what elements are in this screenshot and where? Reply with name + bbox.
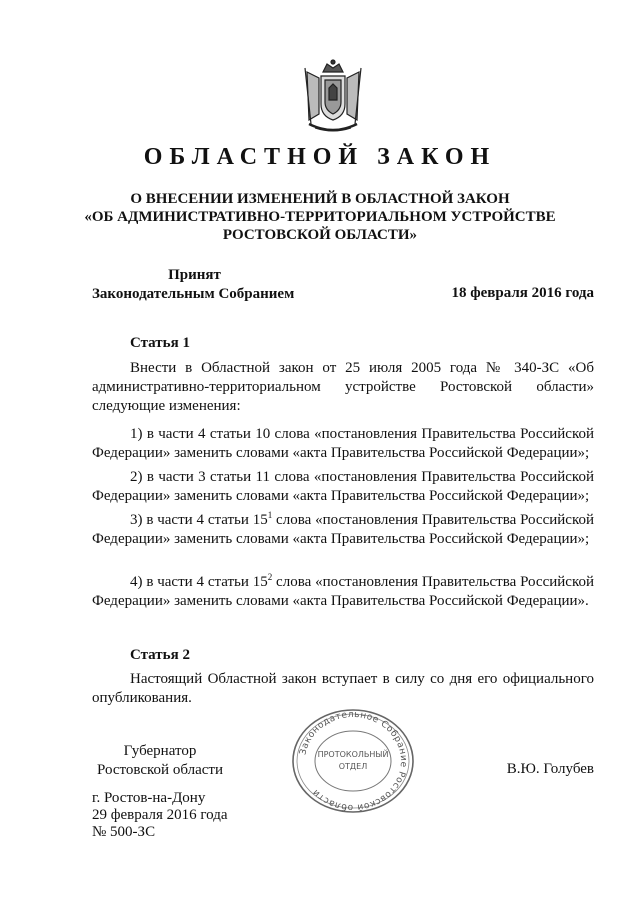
stamp-center-line-1: ПРОТОКОЛЬНЫЙ <box>317 750 389 759</box>
signer-title-line: Губернатор <box>123 743 197 759</box>
official-stamp <box>288 707 418 815</box>
article-1-heading: Статья 1 <box>130 335 190 351</box>
signer-title <box>90 742 230 780</box>
article-1-intro: Внести в Областной закон от 25 июля 2005 года № 340-ЗС «Об административно-территориальном устройстве Ростовской области» следующие изменения: <box>92 360 594 414</box>
item-4-text-after: слова «постановления Правительства Российской Федерации» заменить словами «акта Правительства Российской Федерации». <box>92 574 595 609</box>
item-4-superscript: 2 <box>267 572 273 582</box>
item-3-superscript: 1 <box>267 510 273 520</box>
article-2-text: Настоящий Областной закон вступает в силу со дня его официального опубликования. <box>92 671 594 706</box>
item-3-text-before: 3) в части 4 статьи 15 <box>130 512 268 528</box>
signer-title-line: Ростовской области <box>97 762 223 778</box>
place-date: 29 февраля 2016 года <box>92 807 228 823</box>
law-title: ОБЛАСТНОЙ ЗАКОН <box>143 144 497 170</box>
place-city: г. Ростов-на-Дону <box>92 790 206 806</box>
subtitle-line: РОСТОВСКОЙ ОБЛАСТИ» <box>222 227 418 243</box>
adopted-by: Законодательным Собранием <box>92 286 295 302</box>
adoption-date: 18 февраля 2016 года <box>451 285 594 301</box>
adopted-label: Принят <box>168 267 221 283</box>
subtitle-line: «ОБ АДМИНИСТРАТИВНО-ТЕРРИТОРИАЛЬНОМ УСТРОЙСТВЕ <box>84 209 556 225</box>
law-subtitle <box>0 190 640 244</box>
place-block <box>92 790 228 841</box>
adoption-block <box>92 266 312 304</box>
article-1-item-3 <box>92 511 594 549</box>
article-2-heading: Статья 2 <box>130 647 190 663</box>
item-3-text-after: слова «постановления Правительства Российской Федерации» заменить словами «акта Правительства Российской Федерации»; <box>92 512 595 547</box>
coat-of-arms-icon <box>297 58 369 138</box>
subtitle-line: О ВНЕСЕНИИ ИЗМЕНЕНИЙ В ОБЛАСТНОЙ ЗАКОН <box>130 191 510 207</box>
article-1-item-1: 1) в части 4 статьи 10 слова «постановления Правительства Российской Федерации» заменить словами «акта Правительства Российской Федерации»; <box>92 426 594 461</box>
law-number: № 500-ЗС <box>92 824 156 840</box>
item-4-text-before: 4) в части 4 статьи 15 <box>130 574 268 590</box>
stamp-ring-text: Законодательное Собрание Ростовской области <box>298 709 409 813</box>
article-1-item-2: 2) в части 3 статьи 11 слова «постановления Правительства Российской Федерации» заменить словами «акта Правительства Российской Федерации»; <box>92 469 594 504</box>
stamp-center-line-2: ОТДЕЛ <box>338 762 368 771</box>
article-1-item-4 <box>92 573 594 611</box>
signer-name: В.Ю. Голубев <box>506 761 594 777</box>
